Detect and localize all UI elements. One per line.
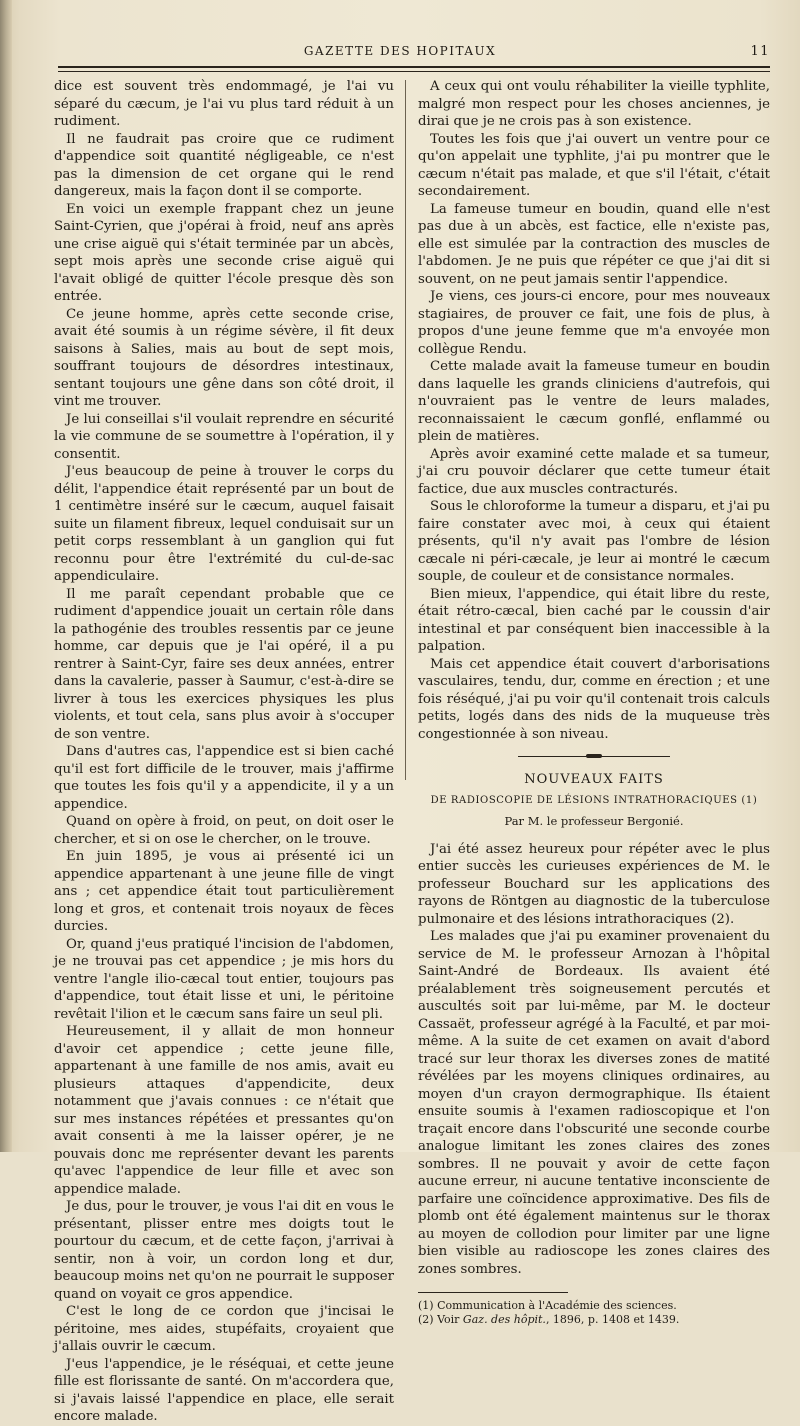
header-rule-thick bbox=[58, 66, 770, 68]
paragraph: A ceux qui ont voulu réhabiliter la vieille typhlite, malgré mon respect pour les choses anciennes, je dirai que je ne crois pas à son existence. bbox=[418, 79, 770, 129]
paragraph: Quand on opère à froid, on peut, on doit oser le chercher, et si on ose le chercher, on le trouve. bbox=[54, 814, 394, 847]
running-head bbox=[30, 44, 770, 64]
paragraph: Mais cet appendice était couvert d'arborisations vasculaires, tendu, dur, comme en érection ; et une fois réséqué, j'ai pu voir qu'il contenait trois calculs petits, logés dans des nids de la muqueuse très congestionnée à son niveau. bbox=[418, 656, 770, 742]
footnote-2 bbox=[418, 1313, 770, 1327]
paragraph: Il ne faudrait pas croire que ce rudiment d'appendice soit quantité négligeable, ce n'est pas la dimension de cet organe qui le rend dangereux, mais la façon dont il se comporte. bbox=[54, 131, 394, 199]
paragraph: Je lui conseillai s'il voulait reprendre en sécurité la vie commune de se soumettre à l'opération, il y consentit. bbox=[54, 411, 394, 462]
paragraph: Heureusement, il y allait de mon honneur d'avoir cet appendice ; cette jeune fille, appartenant à une famille de nos amis, avait eu plusieurs attaques d'appendicite, deux notamment que j'avais connues : ce n'était que sur mes instances répétées et pressantes qu'on avait consenti à me la laisser opérer, je ne pouvais donc me représenter devant les parents qu'avec l'appendice de leur fille et avec son appendice malade. bbox=[54, 1024, 394, 1197]
paragraph: J'eus l'appendice, je le réséquai, et cette jeune fille est florissante de santé. On m'accordera que, si j'avais laissé l'appendice en place, elle serait encore malade. bbox=[54, 1356, 394, 1424]
section-author: Par M. le professeur Bergonié. bbox=[504, 814, 684, 828]
column-divider bbox=[405, 80, 406, 780]
paragraph: J'eus beaucoup de peine à trouver le corps du délit, l'appendice était représenté par un bout de 1 centimètre inséré sur le cæcum, auquel faisait suite un filament fibreux, lequel conduisait sur un petit corps ressemblant à un ganglion qui fut reconnu pour être l'extrémité du cul-de-sac appendiculaire. bbox=[54, 464, 394, 584]
running-title: GAZETTE DES HOPITAUX bbox=[303, 44, 497, 58]
section-subtitle: DE RADIOSCOPIE DE LÉSIONS INTRATHORACIQUES (1) bbox=[430, 794, 758, 806]
section-separator bbox=[418, 751, 770, 761]
paragraph: Sous le chloroforme la tumeur a disparu, et j'ai pu faire constater avec moi, à ceux qui étaient présents, qu'il n'y avait pas l'ombre de lésion cæcale ni péri-cæcale, je leur ai montré le cæcum souple, de couleur et de consistance normales. bbox=[418, 499, 770, 584]
footnote-2-suffix: , 1896, p. 1408 et 1439. bbox=[545, 1313, 680, 1326]
paragraph: Cette malade avait la fameuse tumeur en boudin dans laquelle les grands cliniciens d'autrefois, qui n'ouvraient pas le ventre de leurs malades, reconnaissaient le cæcum gonflé, enflammé ou plein de matières. bbox=[418, 359, 770, 444]
paragraph: Or, quand j'eus pratiqué l'incision de l'abdomen, je ne trouvai pas cet appendice ; je mis hors du ventre l'angle ilio-cæcal tout entier, toujours pas d'appendice, tout était lisse et uni, le péritoine revêtait l'ilion et le cæcum sans faire un seul pli. bbox=[54, 936, 394, 1022]
section-title: NOUVEAUX FAITS bbox=[524, 772, 664, 787]
paragraph: Toutes les fois que j'ai ouvert un ventre pour ce qu'on appelait une typhlite, j'ai pu montrer que le cæcum n'était pas malade, et que s'il l'était, c'était secondairement. bbox=[418, 131, 770, 199]
paragraph: En juin 1895, je vous ai présenté ici un appendice appartenant à une jeune fille de vingt ans ; cet appendice était tout particulièrement long et gros, et contenait trois noyaux de fèces durcies. bbox=[54, 849, 394, 934]
footnote-2-prefix: (2) Voir bbox=[418, 1313, 463, 1326]
page-binding-shadow bbox=[0, 0, 12, 1152]
paragraph: C'est le long de ce cordon que j'incisai le péritoine, mes aides, stupéfaits, croyaient que j'allais ouvrir le cæcum. bbox=[54, 1304, 394, 1354]
paragraph: Ce jeune homme, après cette seconde crise, avait été soumis à un régime sévère, il fit deux saisons à Salies, mais au bout de sept mois, souffrant toujours de désordres intestinaux, sentant toujours une gêne dans son côté droit, il vint me trouver. bbox=[54, 306, 394, 409]
footnote-rule bbox=[418, 1292, 568, 1293]
header-rule-thin bbox=[58, 71, 770, 72]
paragraph: Il me paraît cependant probable que ce rudiment d'appendice jouait un certain rôle dans la pathogénie des troubles ressentis par ce jeune homme, car depuis que je l'ai opéré, il a pu rentrer à Saint-Cyr, faire ses deux années, entrer dans la cavalerie, passer à Saumur, c'est-à-dire se livrer à tous les exercices physiques les plus violents, et tout cela, sans plus avoir à s'occuper de son ventre. bbox=[54, 586, 394, 742]
paragraph: Je dus, pour le trouver, je vous l'ai dit en vous le présentant, plisser entre mes doigts tout le pourtour du cæcum, et de cette façon, j'arrivai à sentir, non à voir, un cordon long et dur, beaucoup moins net qu'on ne pourrait le supposer quand on voyait ce gros appendice. bbox=[54, 1199, 394, 1302]
paragraph: En voici un exemple frappant chez un jeune Saint-Cyrien, que j'opérai à froid, neuf ans après une crise aiguë qui s'était terminée par un abcès, sept mois après une seconde crise aiguë qui l'avait obligé de quitter l'école presque dès son entrée. bbox=[54, 201, 394, 304]
footnote-2-source: Gaz. des hôpit. bbox=[462, 1313, 546, 1326]
paragraph: Les malades que j'ai pu examiner provenaient du service de M. le professeur Arnozan à l'hôpital Saint-André de Bordeaux. Ils avaient été préalablement très soigneusement percutés et auscultés soit par lui-même, par M. le docteur Cassaët, professeur agrégé à la Faculté, et par moi-même. A la suite de cet examen on avait d'abord tracé sur leur thorax les diverses zones de matité révélées par les moyens cliniques ordinaires, au moyen d'un crayon dermographique. Ils étaient ensuite soumis à l'examen radioscopique et l'on traçait encore dans l'obscurité une seconde courbe analogue limitant les zones claires des zones sombres. Il ne pouvait y avoir de cette façon aucune erreur, ni aucune tentative inconsciente de parfaire une coïncidence approximative. Des fils de plomb ont été également maintenus sur le thorax au moyen de collodion pour limiter par une ligne bien visible au radioscope les zones claires des zones sombres. bbox=[418, 929, 770, 1277]
paragraph: Je viens, ces jours-ci encore, pour mes nouveaux stagiaires, de prouver ce fait, une fois de plus, à propos d'une jeune femme que m'a envoyée mon collègue Rendu. bbox=[418, 289, 770, 357]
paragraph: La fameuse tumeur en boudin, quand elle n'est pas due à un abcès, est factice, elle n'existe pas, elle est simulée par la contraction des muscles de l'abdomen. Je ne puis que répéter ce que j'ai dit si souvent, on ne peut jamais sentir l'appendice. bbox=[418, 201, 770, 287]
left-column bbox=[54, 78, 394, 1426]
paragraph: Bien mieux, l'appendice, qui était libre du reste, était rétro-cæcal, bien caché par le coussin d'air intestinal et par conséquent bien inaccessible à la palpation. bbox=[418, 586, 770, 654]
page-number: 11 bbox=[750, 44, 770, 59]
footnote-1: (1) Communication à l'Académie des sciences. bbox=[418, 1299, 677, 1312]
paragraph: J'ai été assez heureux pour répéter avec le plus entier succès les curieuses expériences de M. le professeur Bouchard sur les applications des rayons de Röntgen au diagnostic de la tuberculose pulmonaire et des lésions intrathoraciques (2). bbox=[418, 841, 770, 927]
paragraph: dice est souvent très endommagé, je l'ai vu séparé du cæcum, je l'ai vu plus tard réduit à un rudiment. bbox=[54, 79, 394, 129]
paragraph: Dans d'autres cas, l'appendice est si bien caché qu'il est fort difficile de le trouver, mais j'affirme que toutes les fois qu'il y a appendicite, il y a un appendice. bbox=[54, 744, 394, 812]
paragraph: Après avoir examiné cette malade et sa tumeur, j'ai cru pouvoir déclarer que cette tumeur était factice, due aux muscles contracturés. bbox=[418, 446, 770, 497]
right-column bbox=[418, 78, 770, 1327]
